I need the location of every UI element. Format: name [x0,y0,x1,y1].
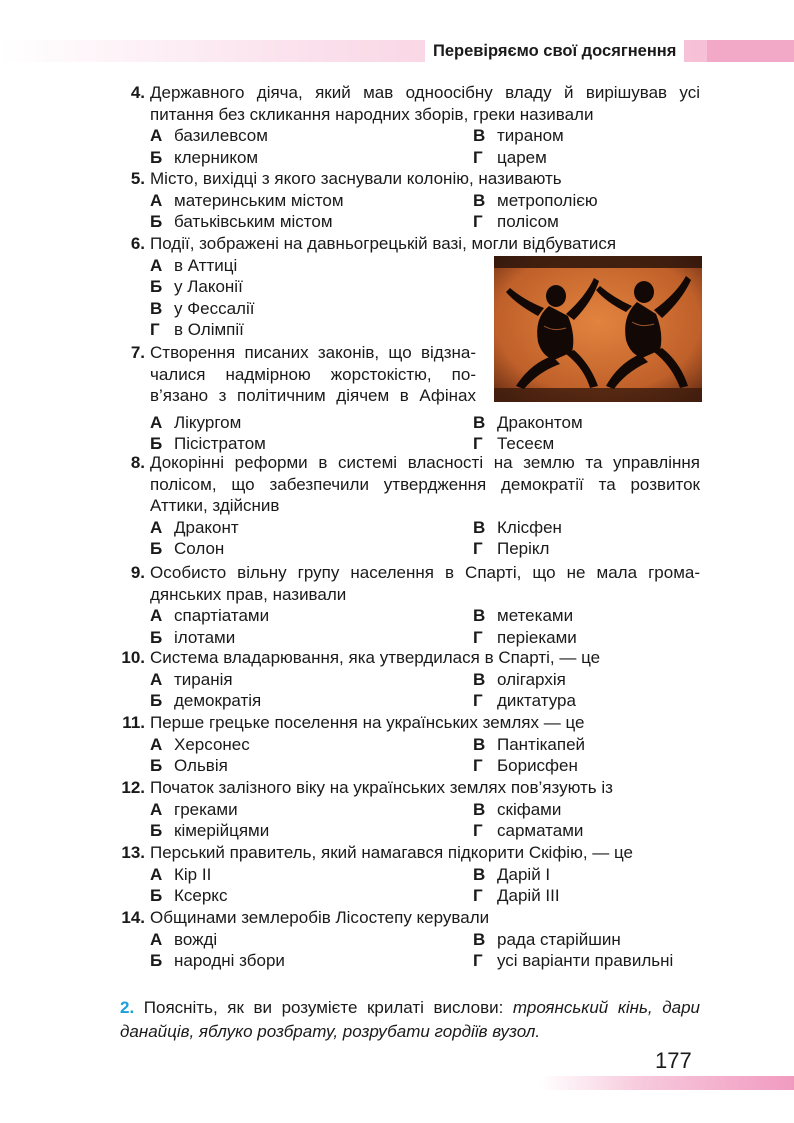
option-text: Клісфен [497,517,562,537]
task-2-number: 2. [120,998,135,1017]
question-text-line: Місто, вихідці з якого заснували колонію, називають [150,169,562,188]
answer-option [473,147,547,169]
option-letter: А [150,799,163,819]
page-number: 177 [655,1048,692,1073]
option-text: в Аттиці [174,255,238,275]
option-text: періеками [497,627,577,647]
question-text-line: чалися надмірною жорстокістю, по- [150,364,476,384]
option-text: скіфами [497,799,562,819]
option-letter: В [473,929,486,949]
answer-option [473,190,598,212]
option-letter: Г [473,539,483,559]
option-letter: А [150,255,163,275]
answer-option [150,755,228,777]
option-text: в Олімпії [174,320,244,340]
option-text: у Лаконії [174,277,243,297]
option-text: батьківським містом [174,212,333,232]
option-text: метрополією [497,190,598,210]
answer-option [150,211,333,233]
answer-option [150,319,244,341]
option-text: полісом [497,212,559,232]
answer-option [150,734,250,756]
option-letter: Г [473,821,483,841]
question-text-line: Перше грецьке поселення на українських землях — це [150,713,585,732]
task-2-idioms: троянський кінь, дари данайців, яблуко розбрату, розрубати гордіїв вузол. [120,998,700,1041]
option-letter: Г [473,691,483,711]
option-letter: Б [150,691,163,711]
option-letter: В [473,190,486,210]
answer-option [473,125,564,147]
option-letter: Г [473,434,483,454]
option-letter: Г [473,627,483,647]
option-letter: Г [473,951,483,971]
answer-option [473,864,550,886]
answer-option [150,820,269,842]
option-letter: Г [473,212,483,232]
option-letter: Б [150,539,163,559]
answer-option [150,517,239,539]
option-text: Пісістратом [174,434,266,454]
option-text: ілотами [174,627,236,647]
option-text: рада старійшин [497,929,621,949]
option-text: материнським містом [174,190,344,210]
question-text-line: дянських прав, називали [150,584,347,604]
question-number: 11. [122,713,145,732]
option-letter: Г [150,320,160,340]
answer-option [473,929,621,951]
option-text: Дарій ІІІ [497,886,560,906]
option-letter: В [473,799,486,819]
option-letter: Б [150,277,163,297]
option-letter: Б [150,886,163,906]
answer-option [150,885,227,907]
question-text-line: полісом, що забезпечили утвердження демократії та розвиток [150,474,700,494]
answer-option [150,125,268,147]
task-2-text: Поясніть, як ви розумієте крилаті вислови: [143,998,504,1017]
answer-option [473,627,577,649]
option-letter: В [473,864,486,884]
answer-option [473,605,573,627]
option-letter: Б [150,821,163,841]
option-text: сарматами [497,821,584,841]
option-letter: Б [150,147,163,167]
option-text: клерником [174,147,259,167]
header-accent [707,40,794,62]
option-letter: А [150,517,163,537]
answer-option [150,669,233,691]
question-number: 9. [130,563,145,582]
question-text-line: Аттики, здійснив [150,496,280,516]
answer-option [473,412,583,434]
option-text: спартіатами [174,606,270,626]
option-text: Драконт [174,517,239,537]
question-number: 8. [130,453,145,472]
option-text: вожді [174,929,218,949]
question-text-line: Особисто вільну групу населення в Спарті, що не мала грома- [150,563,700,582]
question-text-line: Перський правитель, який намагався підкорити Скіфію, — це [150,843,633,862]
option-text: Борисфен [497,756,578,776]
option-text: тираном [497,126,564,146]
option-text: Херсонес [174,734,250,754]
question-text-line: питання без скликання народних зборів, греки називали [150,104,594,124]
option-letter: А [150,669,163,689]
greek-vase-image [494,256,702,402]
option-letter: Б [150,627,163,647]
option-letter: В [473,126,486,146]
answer-option [150,799,238,821]
answer-option [473,799,561,821]
option-text: Ольвія [174,756,228,776]
option-letter: А [150,412,163,432]
answer-option [150,412,241,434]
answer-option [473,517,562,539]
option-letter: В [473,734,486,754]
task-2 [120,996,700,1044]
answer-option [150,255,237,277]
option-text: усі варіанти правильні [497,951,674,971]
answer-option [150,276,243,298]
answer-option [150,864,211,886]
answer-option [150,298,254,320]
section-title: Перевіряємо свої досягнення [425,40,684,62]
option-text: метеками [497,606,574,626]
option-letter: А [150,929,163,949]
question-text-line: Початок залізного віку на українських землях пов’язують із [150,778,613,797]
question-text-line: Докорінні реформи в системі власності на землю та управління [150,453,700,472]
answer-option [150,190,344,212]
option-letter: А [150,606,163,626]
option-letter: А [150,864,163,884]
option-text: Лікургом [174,412,242,432]
answer-option [150,690,261,712]
option-letter: Г [473,756,483,776]
option-letter: В [473,606,486,626]
answer-option [150,605,269,627]
option-letter: Б [150,434,163,454]
footer-band [540,1076,794,1090]
option-text: у Фессалії [174,298,255,318]
answer-option [473,734,585,756]
question-number: 6. [130,234,145,253]
option-letter: В [473,517,486,537]
option-text: Ксеркс [174,886,228,906]
option-text: Драконтом [497,412,583,432]
answer-option [150,950,285,972]
question-text-line: Общинами землеробів Лісостепу керували [150,908,490,927]
option-text: базилевсом [174,126,268,146]
question-text-line: Створення писаних законів, що відзна- [150,343,476,362]
option-text: Пантікапей [497,734,586,754]
question-text-line: Система владарювання, яка утвердилася в Спарті, — це [150,648,601,667]
answer-option [150,627,235,649]
question-number: 10. [121,648,145,667]
option-text: тиранія [174,669,233,689]
option-text: олігархія [497,669,566,689]
option-text: Перікл [497,539,550,559]
question-number: 4. [130,83,145,102]
option-letter: Б [150,212,163,232]
option-text: демократія [174,691,262,711]
question-text-line: Події, зображені на давньогрецькій вазі, могли відбуватися [150,234,617,253]
question-text-line: в’язано з політичним діячем в Афінах [150,386,476,406]
answer-option [150,147,258,169]
answer-option [150,538,224,560]
option-text: царем [497,147,547,167]
answer-option [473,950,673,972]
option-text: Солон [174,539,225,559]
option-text: Дарій І [497,864,551,884]
answer-option [473,538,549,560]
question-number: 14. [121,908,145,927]
answer-option [473,820,583,842]
option-text: греками [174,799,238,819]
answer-option [150,929,217,951]
option-letter: В [473,669,486,689]
option-text: Тесеєм [497,434,555,454]
option-text: кімерійцями [174,821,270,841]
option-text: народні збори [174,951,285,971]
option-letter: А [150,190,163,210]
question-text-line: Державного діяча, який мав одноосібну владу й вирішував усі [150,83,700,102]
option-text: диктатура [497,691,576,711]
option-text: Кір ІІ [174,864,212,884]
question-number: 13. [121,843,145,862]
option-letter: Б [150,951,163,971]
option-letter: А [150,734,163,754]
answer-option [473,669,566,691]
option-letter: В [150,298,163,318]
question-number: 7. [130,343,145,362]
answer-option [473,885,560,907]
question-number: 12. [121,778,145,797]
answer-option [473,211,559,233]
option-letter: В [473,412,486,432]
question-number: 5. [130,169,145,188]
option-letter: А [150,126,163,146]
option-letter: Г [473,147,483,167]
option-letter: Б [150,756,163,776]
option-letter: Г [473,886,483,906]
answer-option [473,755,578,777]
answer-option [473,690,576,712]
